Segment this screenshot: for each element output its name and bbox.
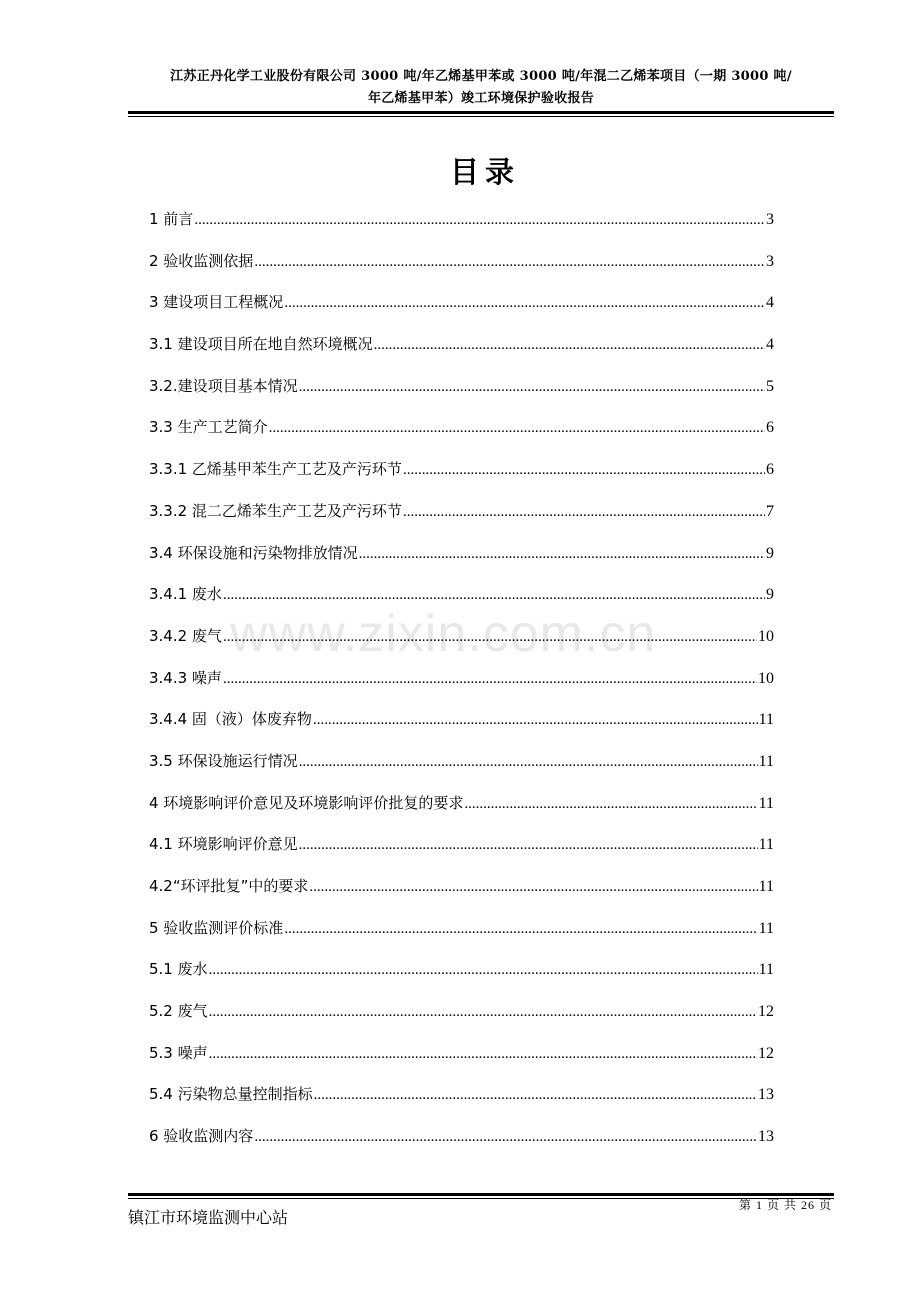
toc-entry-label: 5.1 废水 xyxy=(149,960,208,979)
toc-entry[interactable] xyxy=(149,583,774,625)
footer-organization: 镇江市环境监测中心站 xyxy=(128,1210,289,1227)
toc-entry-page: 6 xyxy=(766,419,774,437)
toc-entry[interactable] xyxy=(149,1042,774,1084)
toc-entry[interactable] xyxy=(149,875,774,917)
toc-entry-label: 3.5 环保设施运行情况 xyxy=(149,751,298,770)
toc-leader-dots xyxy=(313,712,758,729)
toc-entry-page: 9 xyxy=(766,586,774,604)
toc-leader-dots xyxy=(269,420,765,437)
toc-entry-page: 3 xyxy=(766,252,774,270)
toc-leader-dots xyxy=(299,754,758,771)
toc-entry[interactable] xyxy=(149,500,774,542)
toc-entry-page: 10 xyxy=(758,669,774,687)
toc-entry[interactable] xyxy=(149,1125,774,1167)
toc-leader-dots xyxy=(223,629,757,646)
toc-entry[interactable] xyxy=(149,1083,774,1125)
footer-divider xyxy=(128,1193,834,1196)
toc-leader-dots xyxy=(254,254,765,271)
toc-entry-page: 12 xyxy=(758,1044,774,1062)
toc-entry[interactable] xyxy=(149,291,774,333)
toc-entry-page: 13 xyxy=(758,1128,774,1146)
toc-leader-dots xyxy=(284,921,757,938)
toc-entry[interactable] xyxy=(149,833,774,875)
toc-entry[interactable] xyxy=(149,416,774,458)
toc-entry-page: 4 xyxy=(766,294,774,312)
toc-leader-dots xyxy=(284,295,765,312)
toc-leader-dots xyxy=(194,212,765,229)
toc-entry[interactable] xyxy=(149,708,774,750)
toc-entry[interactable] xyxy=(149,458,774,500)
toc-leader-dots xyxy=(314,1087,757,1104)
toc-entry-label: 5 验收监测评价标准 xyxy=(149,918,284,937)
toc-entry-page: 12 xyxy=(758,1003,774,1021)
toc-leader-dots xyxy=(223,671,757,688)
toc-entry-page: 11 xyxy=(758,878,774,895)
toc-entry-label: 3.3 生产工艺简介 xyxy=(149,418,268,437)
document-header xyxy=(128,66,834,110)
toc-leader-dots xyxy=(403,462,765,479)
toc-leader-dots xyxy=(299,379,765,396)
toc-leader-dots xyxy=(254,1129,757,1146)
toc-entry-label: 5.4 污染物总量控制指标 xyxy=(149,1085,313,1104)
toc-entry-page: 9 xyxy=(766,544,774,562)
toc-leader-dots xyxy=(359,546,765,563)
toc-leader-dots xyxy=(464,796,757,813)
header-divider xyxy=(128,111,834,114)
toc-leader-dots xyxy=(209,1004,757,1021)
toc-entry-label: 6 验收监测内容 xyxy=(149,1127,254,1146)
toc-entry-label: 5.2 废气 xyxy=(149,1002,208,1021)
toc-entry-page: 10 xyxy=(758,627,774,645)
toc-entry[interactable] xyxy=(149,250,774,292)
toc-entry-label: 5.3 噪声 xyxy=(149,1043,208,1062)
watermark: www.zixin.com.cn xyxy=(230,605,657,663)
toc-entry-label: 2 验收监测依据 xyxy=(149,251,254,270)
toc-entry-page: 5 xyxy=(766,377,774,395)
toc-entry-page: 11 xyxy=(758,919,774,937)
toc-leader-dots xyxy=(374,337,765,354)
toc-entry[interactable] xyxy=(149,1000,774,1042)
toc-leader-dots xyxy=(309,879,757,896)
toc-entry-label: 3.4.2 废气 xyxy=(149,626,222,645)
toc-entry-page: 7 xyxy=(766,502,774,520)
toc-entry[interactable] xyxy=(149,542,774,584)
toc-leader-dots xyxy=(403,504,765,521)
toc-entry-page: 3 xyxy=(766,211,774,228)
toc-entry-page: 11 xyxy=(758,961,774,979)
header-line-1: 江苏正丹化学工业股份有限公司 3000 吨/年乙烯基甲苯或 3000 吨/年混二乙烯苯项目（一期 3000 吨/ xyxy=(170,69,792,84)
toc-entry[interactable] xyxy=(149,333,774,375)
toc-entry-label: 4 环境影响评价意见及环境影响评价批复的要求 xyxy=(149,793,464,812)
toc-entry-page: 11 xyxy=(758,711,774,729)
toc-leader-dots xyxy=(299,837,758,854)
footer-divider-thin xyxy=(128,1198,834,1199)
page-title: 目录 xyxy=(449,155,520,189)
toc-entry-label: 4.1 环境影响评价意见 xyxy=(149,835,298,854)
toc-entry[interactable] xyxy=(149,208,774,250)
toc-entry[interactable] xyxy=(149,667,774,709)
toc-entry-label: 4.2“环评批复”中的要求 xyxy=(149,877,309,895)
toc-entry-label: 3.1 建设项目所在地自然环境概况 xyxy=(149,335,373,354)
toc-entry-label: 3.4.4 固（液）体废弃物 xyxy=(149,710,312,729)
toc-entry[interactable] xyxy=(149,958,774,1000)
toc-entry-page: 13 xyxy=(758,1086,774,1104)
toc-entry-label: 3.4 环保设施和污染物排放情况 xyxy=(149,543,358,562)
header-line-2: 年乙烯基甲苯）竣工环境保护验收报告 xyxy=(367,91,595,106)
toc-entry[interactable] xyxy=(149,375,774,417)
toc-entry-label: 3.4.3 噪声 xyxy=(149,668,222,687)
toc-entry-page: 11 xyxy=(758,752,774,770)
toc-entry[interactable] xyxy=(149,792,774,834)
toc-leader-dots xyxy=(209,1046,757,1063)
toc-entry-label: 3.4.1 废水 xyxy=(149,585,222,604)
toc-leader-dots xyxy=(209,962,758,979)
toc-entry-label: 3.2.建设项目基本情况 xyxy=(149,376,298,395)
page-number: 第 1 页 共 26 页 xyxy=(738,1198,832,1212)
toc-entry-page: 11 xyxy=(758,836,774,854)
header-divider-thin xyxy=(128,116,834,117)
toc-entry-page: 6 xyxy=(766,461,774,479)
toc-entry-page: 4 xyxy=(766,336,774,354)
toc-entry[interactable] xyxy=(149,750,774,792)
toc-entry-label: 1 前言 xyxy=(149,210,194,228)
toc-leader-dots xyxy=(223,587,765,604)
toc-entry-label: 3.3.2 混二乙烯苯生产工艺及产污环节 xyxy=(149,501,402,520)
toc-entry-label: 3.3.1 乙烯基甲苯生产工艺及产污环节 xyxy=(149,460,402,479)
toc-entry-page: 11 xyxy=(758,794,774,812)
table-of-contents xyxy=(149,208,774,1167)
toc-entry[interactable] xyxy=(149,625,774,667)
toc-entry[interactable] xyxy=(149,917,774,959)
toc-entry-label: 3 建设项目工程概况 xyxy=(149,293,284,312)
